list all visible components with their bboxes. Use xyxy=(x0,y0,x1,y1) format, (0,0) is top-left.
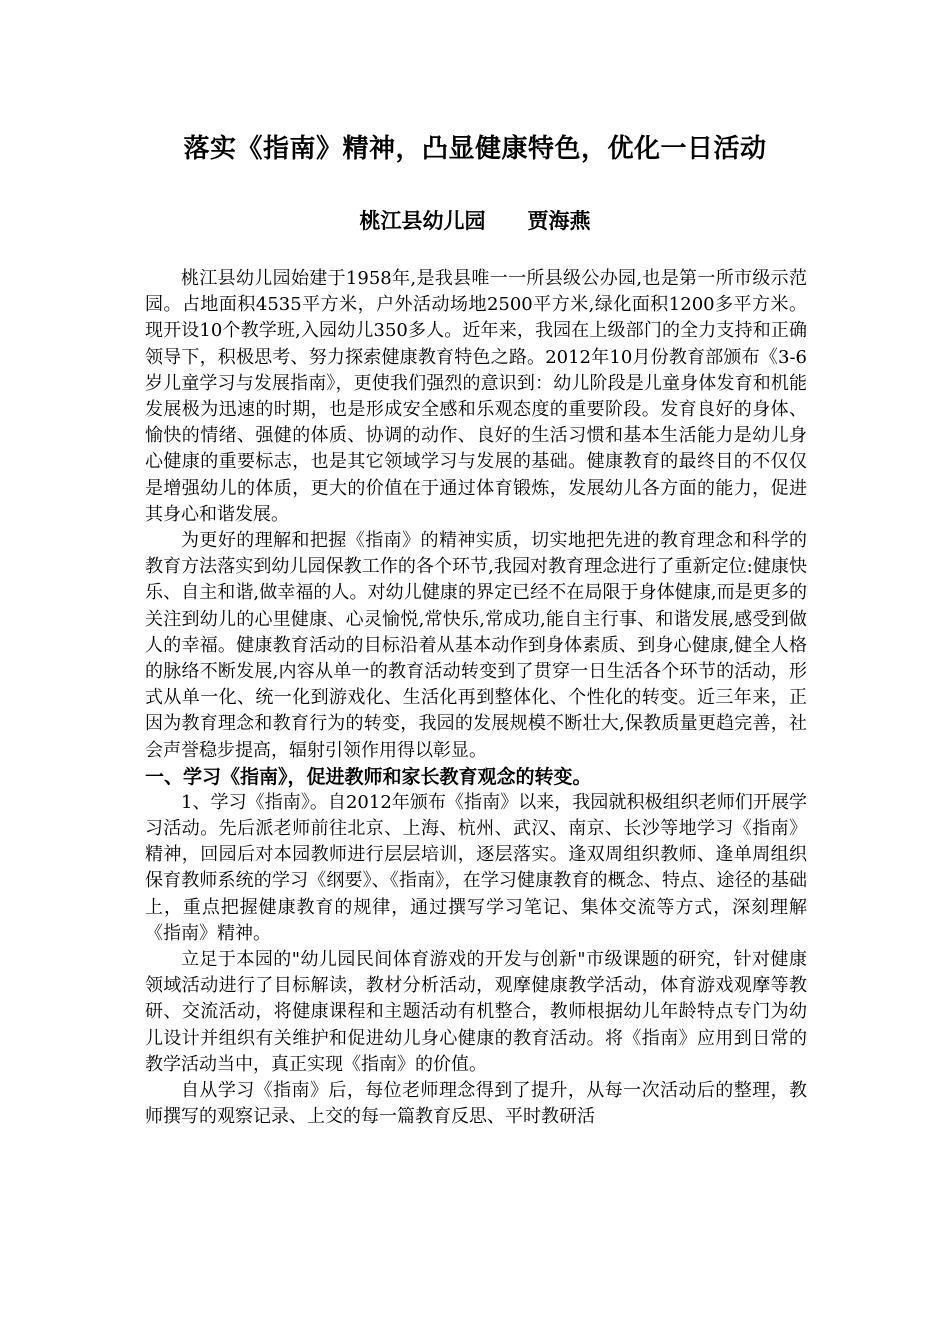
section1-paragraph-2: 立足于本园的"幼儿园民间体育游戏的开发与创新"市级课题的研究，针对健康领域活动进行了目标解读，教材分析活动，观摩健康教学活动，体育游戏观摩等教研、交流活动，将健康课程和主题活动有机整合，教师根据幼儿年龄特点专门为幼儿设计并组织有关维护和促进幼儿身心健康的教育活动。将《指南》应用到日常的教学活动当中，真正实现《指南》的价值。 xyxy=(145,949,807,1075)
intro-paragraph-2: 为更好的理解和把握《指南》的精神实质，切实地把先进的教育理念和科学的教育方法落实到幼儿园保教工作的各个环节,我园对教育理念进行了重新定位:健康快乐、自主和谐,做幸福的人。对幼儿健康的界定已经不在局限于身体健康,而是更多的关注到幼儿的心里健康、心灵愉悦,常快乐,常成功,能自主行事、和谐发展,感受到做人的幸福。健康教育活动的目标沿着从基本动作到身体素质、到身心健康,健全人格的脉络不断发展,内容从单一的教育活动转变到了贯穿一日生活各个环节的活动，形式从单一化、统一化到游戏化、生活化再到整体化、个性化的转变。近三年来，正因为教育理念和教育行为的转变，我园的发展规模不断壮大,保教质量更趋完善，社会声誉稳步提高，辐射引领作用得以彰显。 xyxy=(145,530,807,761)
intro-paragraph-1: 桃江县幼儿园始建于1958年,是我县唯一一所县级公办园,也是第一所市级示范园。占地面积4535平方米，户外活动场地2500平方米,绿化面积1200多平方米。现开设10个教学班,入园幼儿350多人。近年来，我园在上级部门的全力支持和正确领导下，积极思考、努力探索健康教育特色之路。2012年10月份教育部颁布《3-6岁儿童学习与发展指南》，更使我们强烈的意识到：幼儿阶段是儿童身体发育和机能发展极为迅速的时期，也是形成安全感和乐观态度的重要阶段。发育良好的身体、愉快的情绪、强健的体质、协调的动作、良好的生活习惯和基本生活能力是幼儿身心健康的重要标志，也是其它领域学习与发展的基础。健康教育的最终目的不仅仅是增强幼儿的体质，更大的价值在于通过体育锻炼，发展幼儿各方面的能力，促进其身心和谐发展。 xyxy=(145,268,807,525)
section-heading-1: 一、学习《指南》，促进教师和家长教育观念的转变。 xyxy=(145,765,592,788)
author-name: 贾海燕 xyxy=(527,209,591,233)
author-byline xyxy=(0,205,950,235)
document-body xyxy=(145,266,807,1131)
section1-paragraph-3: 自从学习《指南》后，每位老师理念得到了提升，从每一次活动后的整理，教师撰写的观察记录、上交的每一篇教育反思、平时教研活 xyxy=(145,1080,807,1128)
document-title: 落实《指南》精神，凸显健康特色，优化一日活动 xyxy=(183,134,767,164)
section1-paragraph-1: 1、学习《指南》。自2012年颁布《指南》以来，我园就积极组织老师们开展学习活动。先后派老师前往北京、上海、杭州、武汉、南京、长沙等地学习《指南》精神，回园后对本园教师进行层层培训，逐层落实。逢双周组织教师、逢单周组织保育教师系统的学习《纲要》、《指南》，在学习健康教育的概念、特点、途径的基础上，重点把握健康教育的规律，通过撰写学习笔记、集体交流等方式，深刻理解《指南》精神。 xyxy=(145,791,807,944)
author-organization: 桃江县幼儿园 xyxy=(359,209,486,233)
